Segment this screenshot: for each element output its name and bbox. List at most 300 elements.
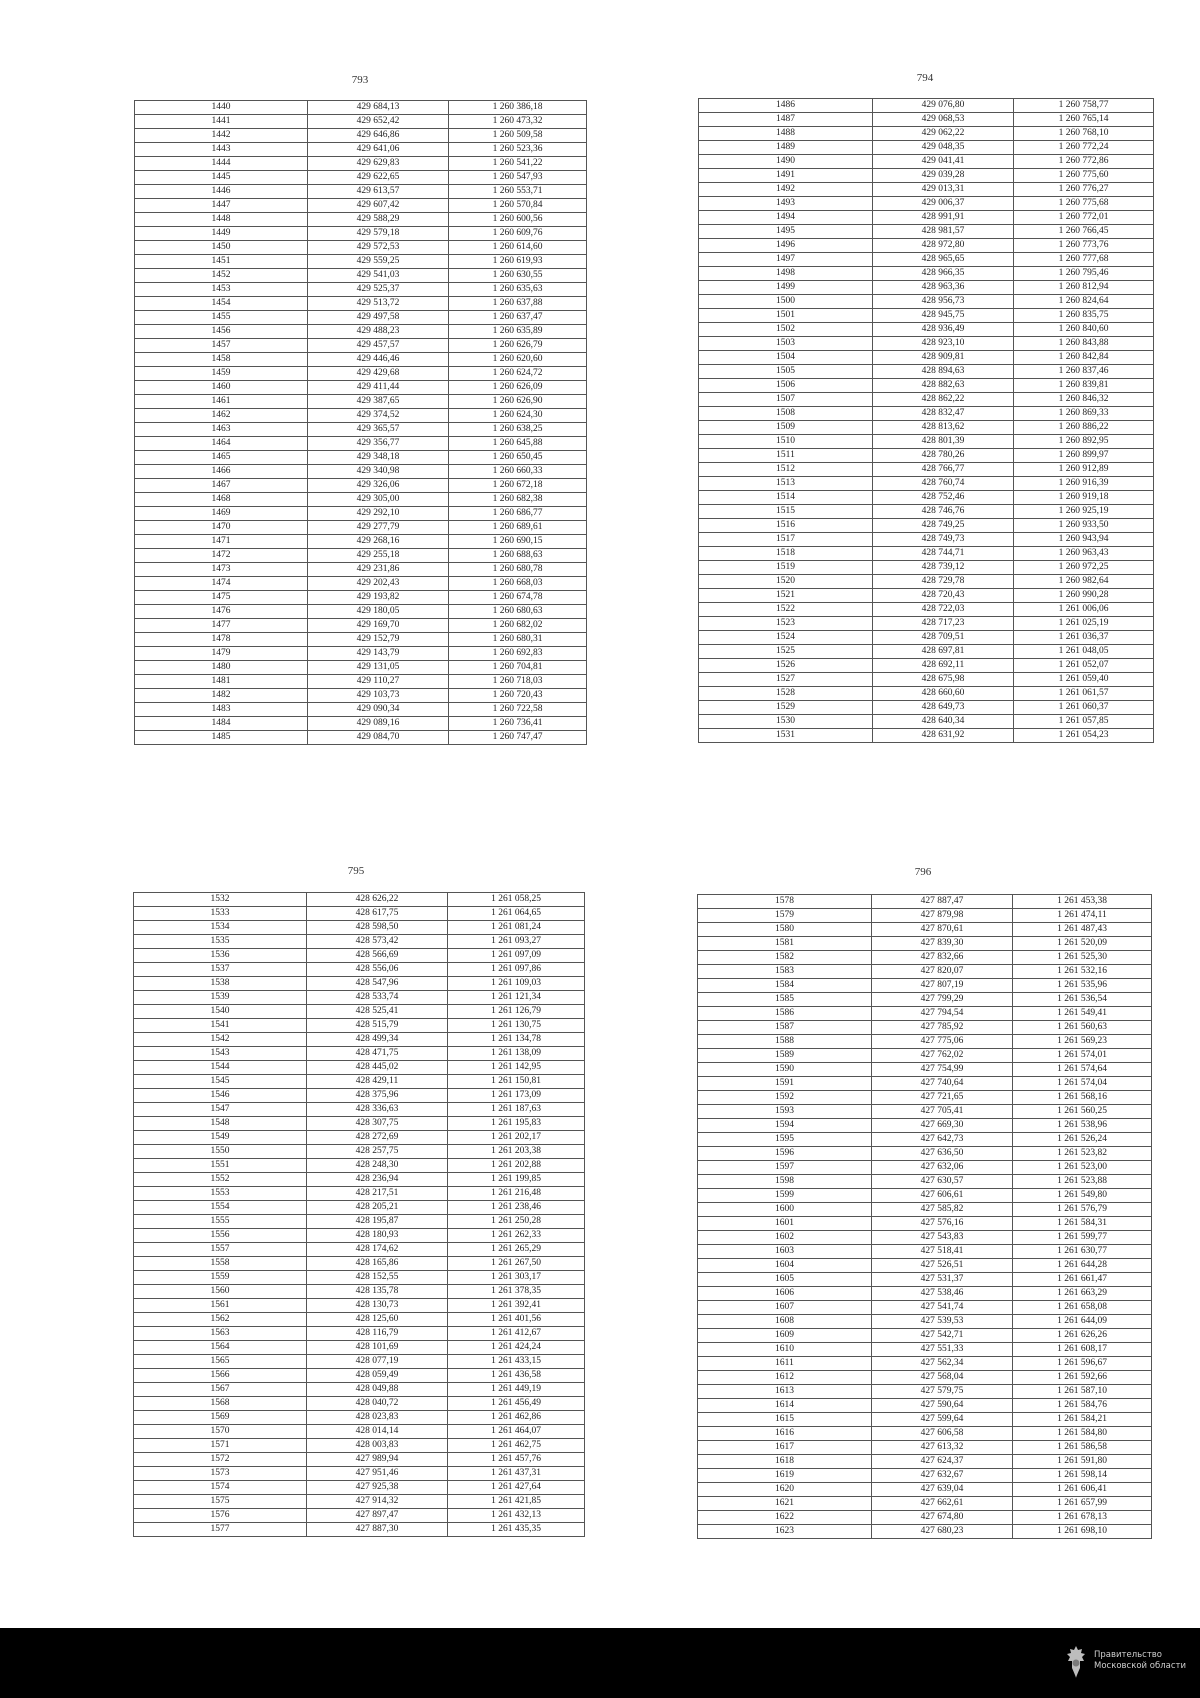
x-coordinate-cell: 429 231,86 xyxy=(308,563,449,577)
point-number-cell: 1599 xyxy=(698,1189,872,1203)
table-row xyxy=(135,115,587,129)
point-number-cell: 1503 xyxy=(699,337,873,351)
table-row xyxy=(134,1313,585,1327)
table-row xyxy=(134,1145,585,1159)
y-coordinate-cell: 1 261 138,09 xyxy=(448,1047,585,1061)
point-number-cell: 1496 xyxy=(699,239,873,253)
y-coordinate-cell: 1 261 126,79 xyxy=(448,1005,585,1019)
point-number-cell: 1534 xyxy=(134,921,307,935)
point-number-cell: 1544 xyxy=(134,1061,307,1075)
point-number-cell: 1575 xyxy=(134,1495,307,1509)
table-row xyxy=(135,325,587,339)
x-coordinate-cell: 428 956,73 xyxy=(873,295,1014,309)
y-coordinate-cell: 1 260 916,39 xyxy=(1014,477,1154,491)
table-row xyxy=(135,633,587,647)
page-number-794: 794 xyxy=(916,72,934,84)
point-number-cell: 1574 xyxy=(134,1481,307,1495)
y-coordinate-cell: 1 260 892,95 xyxy=(1014,435,1154,449)
x-coordinate-cell: 427 887,47 xyxy=(872,895,1013,909)
point-number-cell: 1613 xyxy=(698,1385,872,1399)
x-coordinate-cell: 429 255,18 xyxy=(308,549,449,563)
x-coordinate-cell: 428 205,21 xyxy=(307,1201,448,1215)
point-number-cell: 1570 xyxy=(134,1425,307,1439)
table-row xyxy=(699,603,1154,617)
point-number-cell: 1584 xyxy=(698,979,872,993)
point-number-cell: 1573 xyxy=(134,1467,307,1481)
point-number-cell: 1457 xyxy=(135,339,308,353)
point-number-cell: 1560 xyxy=(134,1285,307,1299)
point-number-cell: 1611 xyxy=(698,1357,872,1371)
y-coordinate-cell: 1 261 150,81 xyxy=(448,1075,585,1089)
y-coordinate-cell: 1 260 776,27 xyxy=(1014,183,1154,197)
x-coordinate-cell: 427 562,34 xyxy=(872,1357,1013,1371)
y-coordinate-cell: 1 260 386,18 xyxy=(449,101,587,115)
table-row xyxy=(698,1231,1152,1245)
table-row xyxy=(134,1061,585,1075)
x-coordinate-cell: 428 573,42 xyxy=(307,935,448,949)
table-row xyxy=(134,935,585,949)
table-row xyxy=(134,1033,585,1047)
y-coordinate-cell: 1 261 187,63 xyxy=(448,1103,585,1117)
point-number-cell: 1582 xyxy=(698,951,872,965)
table-row xyxy=(699,225,1154,239)
y-coordinate-cell: 1 260 600,56 xyxy=(449,213,587,227)
table-row xyxy=(134,963,585,977)
table-row xyxy=(698,1077,1152,1091)
table-row xyxy=(698,937,1152,951)
x-coordinate-cell: 428 180,93 xyxy=(307,1229,448,1243)
y-coordinate-cell: 1 261 173,09 xyxy=(448,1089,585,1103)
x-coordinate-cell: 429 292,10 xyxy=(308,507,449,521)
point-number-cell: 1450 xyxy=(135,241,308,255)
point-number-cell: 1622 xyxy=(698,1511,872,1525)
y-coordinate-cell: 1 261 574,01 xyxy=(1013,1049,1152,1063)
y-coordinate-cell: 1 261 698,10 xyxy=(1013,1525,1152,1539)
table-row xyxy=(698,1385,1152,1399)
x-coordinate-cell: 429 652,42 xyxy=(308,115,449,129)
table-row xyxy=(134,1173,585,1187)
table-row xyxy=(135,381,587,395)
y-coordinate-cell: 1 261 006,06 xyxy=(1014,603,1154,617)
x-coordinate-cell: 428 739,12 xyxy=(873,561,1014,575)
x-coordinate-cell: 428 981,57 xyxy=(873,225,1014,239)
x-coordinate-cell: 428 882,63 xyxy=(873,379,1014,393)
point-number-cell: 1623 xyxy=(698,1525,872,1539)
point-number-cell: 1535 xyxy=(134,935,307,949)
point-number-cell: 1594 xyxy=(698,1119,872,1133)
x-coordinate-cell: 428 336,63 xyxy=(307,1103,448,1117)
x-coordinate-cell: 428 697,81 xyxy=(873,645,1014,659)
table-row xyxy=(698,1301,1152,1315)
point-number-cell: 1510 xyxy=(699,435,873,449)
coordinates-table-794 xyxy=(698,98,1154,743)
y-coordinate-cell: 1 260 674,78 xyxy=(449,591,587,605)
y-coordinate-cell: 1 261 535,96 xyxy=(1013,979,1152,993)
table-row xyxy=(135,451,587,465)
x-coordinate-cell: 429 090,34 xyxy=(308,703,449,717)
x-coordinate-cell: 429 446,46 xyxy=(308,353,449,367)
point-number-cell: 1557 xyxy=(134,1243,307,1257)
y-coordinate-cell: 1 261 054,23 xyxy=(1014,729,1154,743)
y-coordinate-cell: 1 261 584,21 xyxy=(1013,1413,1152,1427)
y-coordinate-cell: 1 260 775,68 xyxy=(1014,197,1154,211)
coordinates-table-795 xyxy=(133,892,585,1537)
point-number-cell: 1480 xyxy=(135,661,308,675)
y-coordinate-cell: 1 260 473,32 xyxy=(449,115,587,129)
point-number-cell: 1615 xyxy=(698,1413,872,1427)
point-number-cell: 1475 xyxy=(135,591,308,605)
point-number-cell: 1607 xyxy=(698,1301,872,1315)
y-coordinate-cell: 1 261 608,17 xyxy=(1013,1343,1152,1357)
table-row xyxy=(699,281,1154,295)
table-row xyxy=(698,1329,1152,1343)
x-coordinate-cell: 429 588,29 xyxy=(308,213,449,227)
y-coordinate-cell: 1 260 720,43 xyxy=(449,689,587,703)
y-coordinate-cell: 1 261 474,11 xyxy=(1013,909,1152,923)
point-number-cell: 1604 xyxy=(698,1259,872,1273)
y-coordinate-cell: 1 260 775,60 xyxy=(1014,169,1154,183)
y-coordinate-cell: 1 260 963,43 xyxy=(1014,547,1154,561)
table-row xyxy=(699,519,1154,533)
x-coordinate-cell: 429 429,68 xyxy=(308,367,449,381)
x-coordinate-cell: 427 585,82 xyxy=(872,1203,1013,1217)
y-coordinate-cell: 1 261 523,00 xyxy=(1013,1161,1152,1175)
x-coordinate-cell: 427 951,46 xyxy=(307,1467,448,1481)
table-row xyxy=(134,1523,585,1537)
table-row xyxy=(134,1299,585,1313)
y-coordinate-cell: 1 261 097,09 xyxy=(448,949,585,963)
y-coordinate-cell: 1 260 919,18 xyxy=(1014,491,1154,505)
x-coordinate-cell: 428 626,22 xyxy=(307,893,448,907)
y-coordinate-cell: 1 260 619,93 xyxy=(449,255,587,269)
table-row xyxy=(699,645,1154,659)
x-coordinate-cell: 428 780,26 xyxy=(873,449,1014,463)
x-coordinate-cell: 429 613,57 xyxy=(308,185,449,199)
table-row xyxy=(698,1035,1152,1049)
point-number-cell: 1592 xyxy=(698,1091,872,1105)
y-coordinate-cell: 1 261 661,47 xyxy=(1013,1273,1152,1287)
x-coordinate-cell: 429 152,79 xyxy=(308,633,449,647)
point-number-cell: 1498 xyxy=(699,267,873,281)
y-coordinate-cell: 1 260 672,18 xyxy=(449,479,587,493)
table-row xyxy=(134,1481,585,1495)
table-row xyxy=(698,1399,1152,1413)
y-coordinate-cell: 1 260 686,77 xyxy=(449,507,587,521)
x-coordinate-cell: 429 607,42 xyxy=(308,199,449,213)
x-coordinate-cell: 428 257,75 xyxy=(307,1145,448,1159)
x-coordinate-cell: 428 130,73 xyxy=(307,1299,448,1313)
table-row xyxy=(699,449,1154,463)
table-row xyxy=(699,141,1154,155)
table-row xyxy=(135,101,587,115)
y-coordinate-cell: 1 260 773,76 xyxy=(1014,239,1154,253)
y-coordinate-cell: 1 261 560,25 xyxy=(1013,1105,1152,1119)
table-row xyxy=(699,491,1154,505)
point-number-cell: 1531 xyxy=(699,729,873,743)
x-coordinate-cell: 427 839,30 xyxy=(872,937,1013,951)
table-row xyxy=(698,1525,1152,1539)
point-number-cell: 1494 xyxy=(699,211,873,225)
point-number-cell: 1507 xyxy=(699,393,873,407)
x-coordinate-cell: 427 879,98 xyxy=(872,909,1013,923)
point-number-cell: 1609 xyxy=(698,1329,872,1343)
y-coordinate-cell: 1 260 758,77 xyxy=(1014,99,1154,113)
x-coordinate-cell: 428 307,75 xyxy=(307,1117,448,1131)
point-number-cell: 1572 xyxy=(134,1453,307,1467)
point-number-cell: 1485 xyxy=(135,731,308,745)
y-coordinate-cell: 1 261 238,46 xyxy=(448,1201,585,1215)
point-number-cell: 1513 xyxy=(699,477,873,491)
point-number-cell: 1515 xyxy=(699,505,873,519)
x-coordinate-cell: 428 832,47 xyxy=(873,407,1014,421)
point-number-cell: 1562 xyxy=(134,1313,307,1327)
table-row xyxy=(135,521,587,535)
point-number-cell: 1583 xyxy=(698,965,872,979)
y-coordinate-cell: 1 260 777,68 xyxy=(1014,253,1154,267)
y-coordinate-cell: 1 261 549,41 xyxy=(1013,1007,1152,1021)
y-coordinate-cell: 1 261 093,27 xyxy=(448,935,585,949)
table-row xyxy=(698,1469,1152,1483)
table-row xyxy=(699,589,1154,603)
x-coordinate-cell: 429 646,86 xyxy=(308,129,449,143)
x-coordinate-cell: 428 116,79 xyxy=(307,1327,448,1341)
y-coordinate-cell: 1 260 523,36 xyxy=(449,143,587,157)
y-coordinate-cell: 1 261 525,30 xyxy=(1013,951,1152,965)
point-number-cell: 1512 xyxy=(699,463,873,477)
y-coordinate-cell: 1 261 456,49 xyxy=(448,1397,585,1411)
point-number-cell: 1452 xyxy=(135,269,308,283)
point-number-cell: 1465 xyxy=(135,451,308,465)
point-number-cell: 1568 xyxy=(134,1397,307,1411)
point-number-cell: 1587 xyxy=(698,1021,872,1035)
x-coordinate-cell: 427 539,53 xyxy=(872,1315,1013,1329)
point-number-cell: 1445 xyxy=(135,171,308,185)
x-coordinate-cell: 429 365,57 xyxy=(308,423,449,437)
y-coordinate-cell: 1 261 433,15 xyxy=(448,1355,585,1369)
y-coordinate-cell: 1 261 536,54 xyxy=(1013,993,1152,1007)
y-coordinate-cell: 1 260 682,02 xyxy=(449,619,587,633)
table-row xyxy=(699,561,1154,575)
y-coordinate-cell: 1 260 704,81 xyxy=(449,661,587,675)
y-coordinate-cell: 1 261 025,19 xyxy=(1014,617,1154,631)
table-row xyxy=(135,311,587,325)
point-number-cell: 1478 xyxy=(135,633,308,647)
x-coordinate-cell: 428 722,03 xyxy=(873,603,1014,617)
y-coordinate-cell: 1 261 109,03 xyxy=(448,977,585,991)
table-row xyxy=(698,1483,1152,1497)
x-coordinate-cell: 429 387,65 xyxy=(308,395,449,409)
x-coordinate-cell: 428 525,41 xyxy=(307,1005,448,1019)
point-number-cell: 1456 xyxy=(135,325,308,339)
point-number-cell: 1553 xyxy=(134,1187,307,1201)
table-row xyxy=(698,1357,1152,1371)
y-coordinate-cell: 1 261 644,09 xyxy=(1013,1315,1152,1329)
y-coordinate-cell: 1 260 570,84 xyxy=(449,199,587,213)
x-coordinate-cell: 427 639,04 xyxy=(872,1483,1013,1497)
point-number-cell: 1558 xyxy=(134,1257,307,1271)
x-coordinate-cell: 429 039,28 xyxy=(873,169,1014,183)
x-coordinate-cell: 429 110,27 xyxy=(308,675,449,689)
x-coordinate-cell: 428 429,11 xyxy=(307,1075,448,1089)
x-coordinate-cell: 428 749,73 xyxy=(873,533,1014,547)
table-row xyxy=(134,1229,585,1243)
y-coordinate-cell: 1 261 202,88 xyxy=(448,1159,585,1173)
point-number-cell: 1473 xyxy=(135,563,308,577)
y-coordinate-cell: 1 261 523,82 xyxy=(1013,1147,1152,1161)
x-coordinate-cell: 429 374,52 xyxy=(308,409,449,423)
x-coordinate-cell: 429 143,79 xyxy=(308,647,449,661)
point-number-cell: 1466 xyxy=(135,465,308,479)
table-row xyxy=(699,687,1154,701)
x-coordinate-cell: 428 660,60 xyxy=(873,687,1014,701)
y-coordinate-cell: 1 260 925,19 xyxy=(1014,505,1154,519)
point-number-cell: 1463 xyxy=(135,423,308,437)
y-coordinate-cell: 1 260 843,88 xyxy=(1014,337,1154,351)
x-coordinate-cell: 428 720,43 xyxy=(873,589,1014,603)
point-number-cell: 1491 xyxy=(699,169,873,183)
table-row xyxy=(698,1175,1152,1189)
table-row xyxy=(135,563,587,577)
table-row xyxy=(699,477,1154,491)
y-coordinate-cell: 1 260 635,89 xyxy=(449,325,587,339)
y-coordinate-cell: 1 261 130,75 xyxy=(448,1019,585,1033)
point-number-cell: 1548 xyxy=(134,1117,307,1131)
point-number-cell: 1552 xyxy=(134,1173,307,1187)
table-row xyxy=(134,1383,585,1397)
point-number-cell: 1581 xyxy=(698,937,872,951)
point-number-cell: 1447 xyxy=(135,199,308,213)
x-coordinate-cell: 428 631,92 xyxy=(873,729,1014,743)
point-number-cell: 1555 xyxy=(134,1215,307,1229)
x-coordinate-cell: 427 662,61 xyxy=(872,1497,1013,1511)
table-row xyxy=(134,893,585,907)
y-coordinate-cell: 1 261 427,64 xyxy=(448,1481,585,1495)
x-coordinate-cell: 427 551,33 xyxy=(872,1343,1013,1357)
y-coordinate-cell: 1 261 586,58 xyxy=(1013,1441,1152,1455)
x-coordinate-cell: 428 040,72 xyxy=(307,1397,448,1411)
x-coordinate-cell: 427 579,75 xyxy=(872,1385,1013,1399)
table-row xyxy=(135,213,587,227)
point-number-cell: 1523 xyxy=(699,617,873,631)
x-coordinate-cell: 428 649,73 xyxy=(873,701,1014,715)
x-coordinate-cell: 428 692,11 xyxy=(873,659,1014,673)
point-number-cell: 1567 xyxy=(134,1383,307,1397)
y-coordinate-cell: 1 261 606,41 xyxy=(1013,1483,1152,1497)
x-coordinate-cell: 428 003,83 xyxy=(307,1439,448,1453)
y-coordinate-cell: 1 260 772,24 xyxy=(1014,141,1154,155)
point-number-cell: 1442 xyxy=(135,129,308,143)
point-number-cell: 1516 xyxy=(699,519,873,533)
table-row xyxy=(135,409,587,423)
x-coordinate-cell: 428 966,35 xyxy=(873,267,1014,281)
x-coordinate-cell: 429 641,06 xyxy=(308,143,449,157)
table-row xyxy=(698,1119,1152,1133)
y-coordinate-cell: 1 261 598,14 xyxy=(1013,1469,1152,1483)
x-coordinate-cell: 427 807,19 xyxy=(872,979,1013,993)
table-row xyxy=(698,1217,1152,1231)
page-number-796: 796 xyxy=(914,866,932,878)
point-number-cell: 1571 xyxy=(134,1439,307,1453)
y-coordinate-cell: 1 260 943,94 xyxy=(1014,533,1154,547)
y-coordinate-cell: 1 261 526,24 xyxy=(1013,1133,1152,1147)
y-coordinate-cell: 1 261 064,65 xyxy=(448,907,585,921)
point-number-cell: 1481 xyxy=(135,675,308,689)
page-number-795: 795 xyxy=(347,865,365,877)
y-coordinate-cell: 1 260 668,03 xyxy=(449,577,587,591)
table-row xyxy=(134,1257,585,1271)
x-coordinate-cell: 428 972,80 xyxy=(873,239,1014,253)
x-coordinate-cell: 427 925,38 xyxy=(307,1481,448,1495)
x-coordinate-cell: 429 202,43 xyxy=(308,577,449,591)
x-coordinate-cell: 427 568,04 xyxy=(872,1371,1013,1385)
point-number-cell: 1538 xyxy=(134,977,307,991)
point-number-cell: 1551 xyxy=(134,1159,307,1173)
x-coordinate-cell: 428 640,34 xyxy=(873,715,1014,729)
point-number-cell: 1464 xyxy=(135,437,308,451)
y-coordinate-cell: 1 260 718,03 xyxy=(449,675,587,689)
x-coordinate-cell: 427 518,41 xyxy=(872,1245,1013,1259)
point-number-cell: 1550 xyxy=(134,1145,307,1159)
x-coordinate-cell: 429 103,73 xyxy=(308,689,449,703)
table-row xyxy=(135,507,587,521)
x-coordinate-cell: 429 041,41 xyxy=(873,155,1014,169)
x-coordinate-cell: 429 541,03 xyxy=(308,269,449,283)
x-coordinate-cell: 429 525,37 xyxy=(308,283,449,297)
y-coordinate-cell: 1 261 121,34 xyxy=(448,991,585,1005)
point-number-cell: 1519 xyxy=(699,561,873,575)
org-name xyxy=(1094,1650,1194,1672)
table-row xyxy=(134,1271,585,1285)
x-coordinate-cell: 428 617,75 xyxy=(307,907,448,921)
point-number-cell: 1476 xyxy=(135,605,308,619)
y-coordinate-cell: 1 261 584,31 xyxy=(1013,1217,1152,1231)
table-row xyxy=(698,1091,1152,1105)
table-row xyxy=(699,533,1154,547)
x-coordinate-cell: 427 576,16 xyxy=(872,1217,1013,1231)
y-coordinate-cell: 1 260 972,25 xyxy=(1014,561,1154,575)
y-coordinate-cell: 1 261 453,38 xyxy=(1013,895,1152,909)
point-number-cell: 1453 xyxy=(135,283,308,297)
point-number-cell: 1524 xyxy=(699,631,873,645)
point-number-cell: 1547 xyxy=(134,1103,307,1117)
point-number-cell: 1536 xyxy=(134,949,307,963)
x-coordinate-cell: 427 680,23 xyxy=(872,1525,1013,1539)
y-coordinate-cell: 1 260 609,76 xyxy=(449,227,587,241)
table-row xyxy=(134,977,585,991)
x-coordinate-cell: 427 989,94 xyxy=(307,1453,448,1467)
x-coordinate-cell: 428 965,65 xyxy=(873,253,1014,267)
x-coordinate-cell: 428 744,71 xyxy=(873,547,1014,561)
point-number-cell: 1506 xyxy=(699,379,873,393)
x-coordinate-cell: 428 165,86 xyxy=(307,1257,448,1271)
point-number-cell: 1591 xyxy=(698,1077,872,1091)
table-row xyxy=(699,351,1154,365)
table-row xyxy=(134,1355,585,1369)
y-coordinate-cell: 1 261 052,07 xyxy=(1014,659,1154,673)
y-coordinate-cell: 1 261 436,58 xyxy=(448,1369,585,1383)
point-number-cell: 1578 xyxy=(698,895,872,909)
point-number-cell: 1530 xyxy=(699,715,873,729)
point-number-cell: 1505 xyxy=(699,365,873,379)
table-row xyxy=(134,991,585,1005)
y-coordinate-cell: 1 261 057,85 xyxy=(1014,715,1154,729)
y-coordinate-cell: 1 260 635,63 xyxy=(449,283,587,297)
point-number-cell: 1482 xyxy=(135,689,308,703)
x-coordinate-cell: 429 131,05 xyxy=(308,661,449,675)
point-number-cell: 1520 xyxy=(699,575,873,589)
y-coordinate-cell: 1 260 842,84 xyxy=(1014,351,1154,365)
table-row xyxy=(135,465,587,479)
